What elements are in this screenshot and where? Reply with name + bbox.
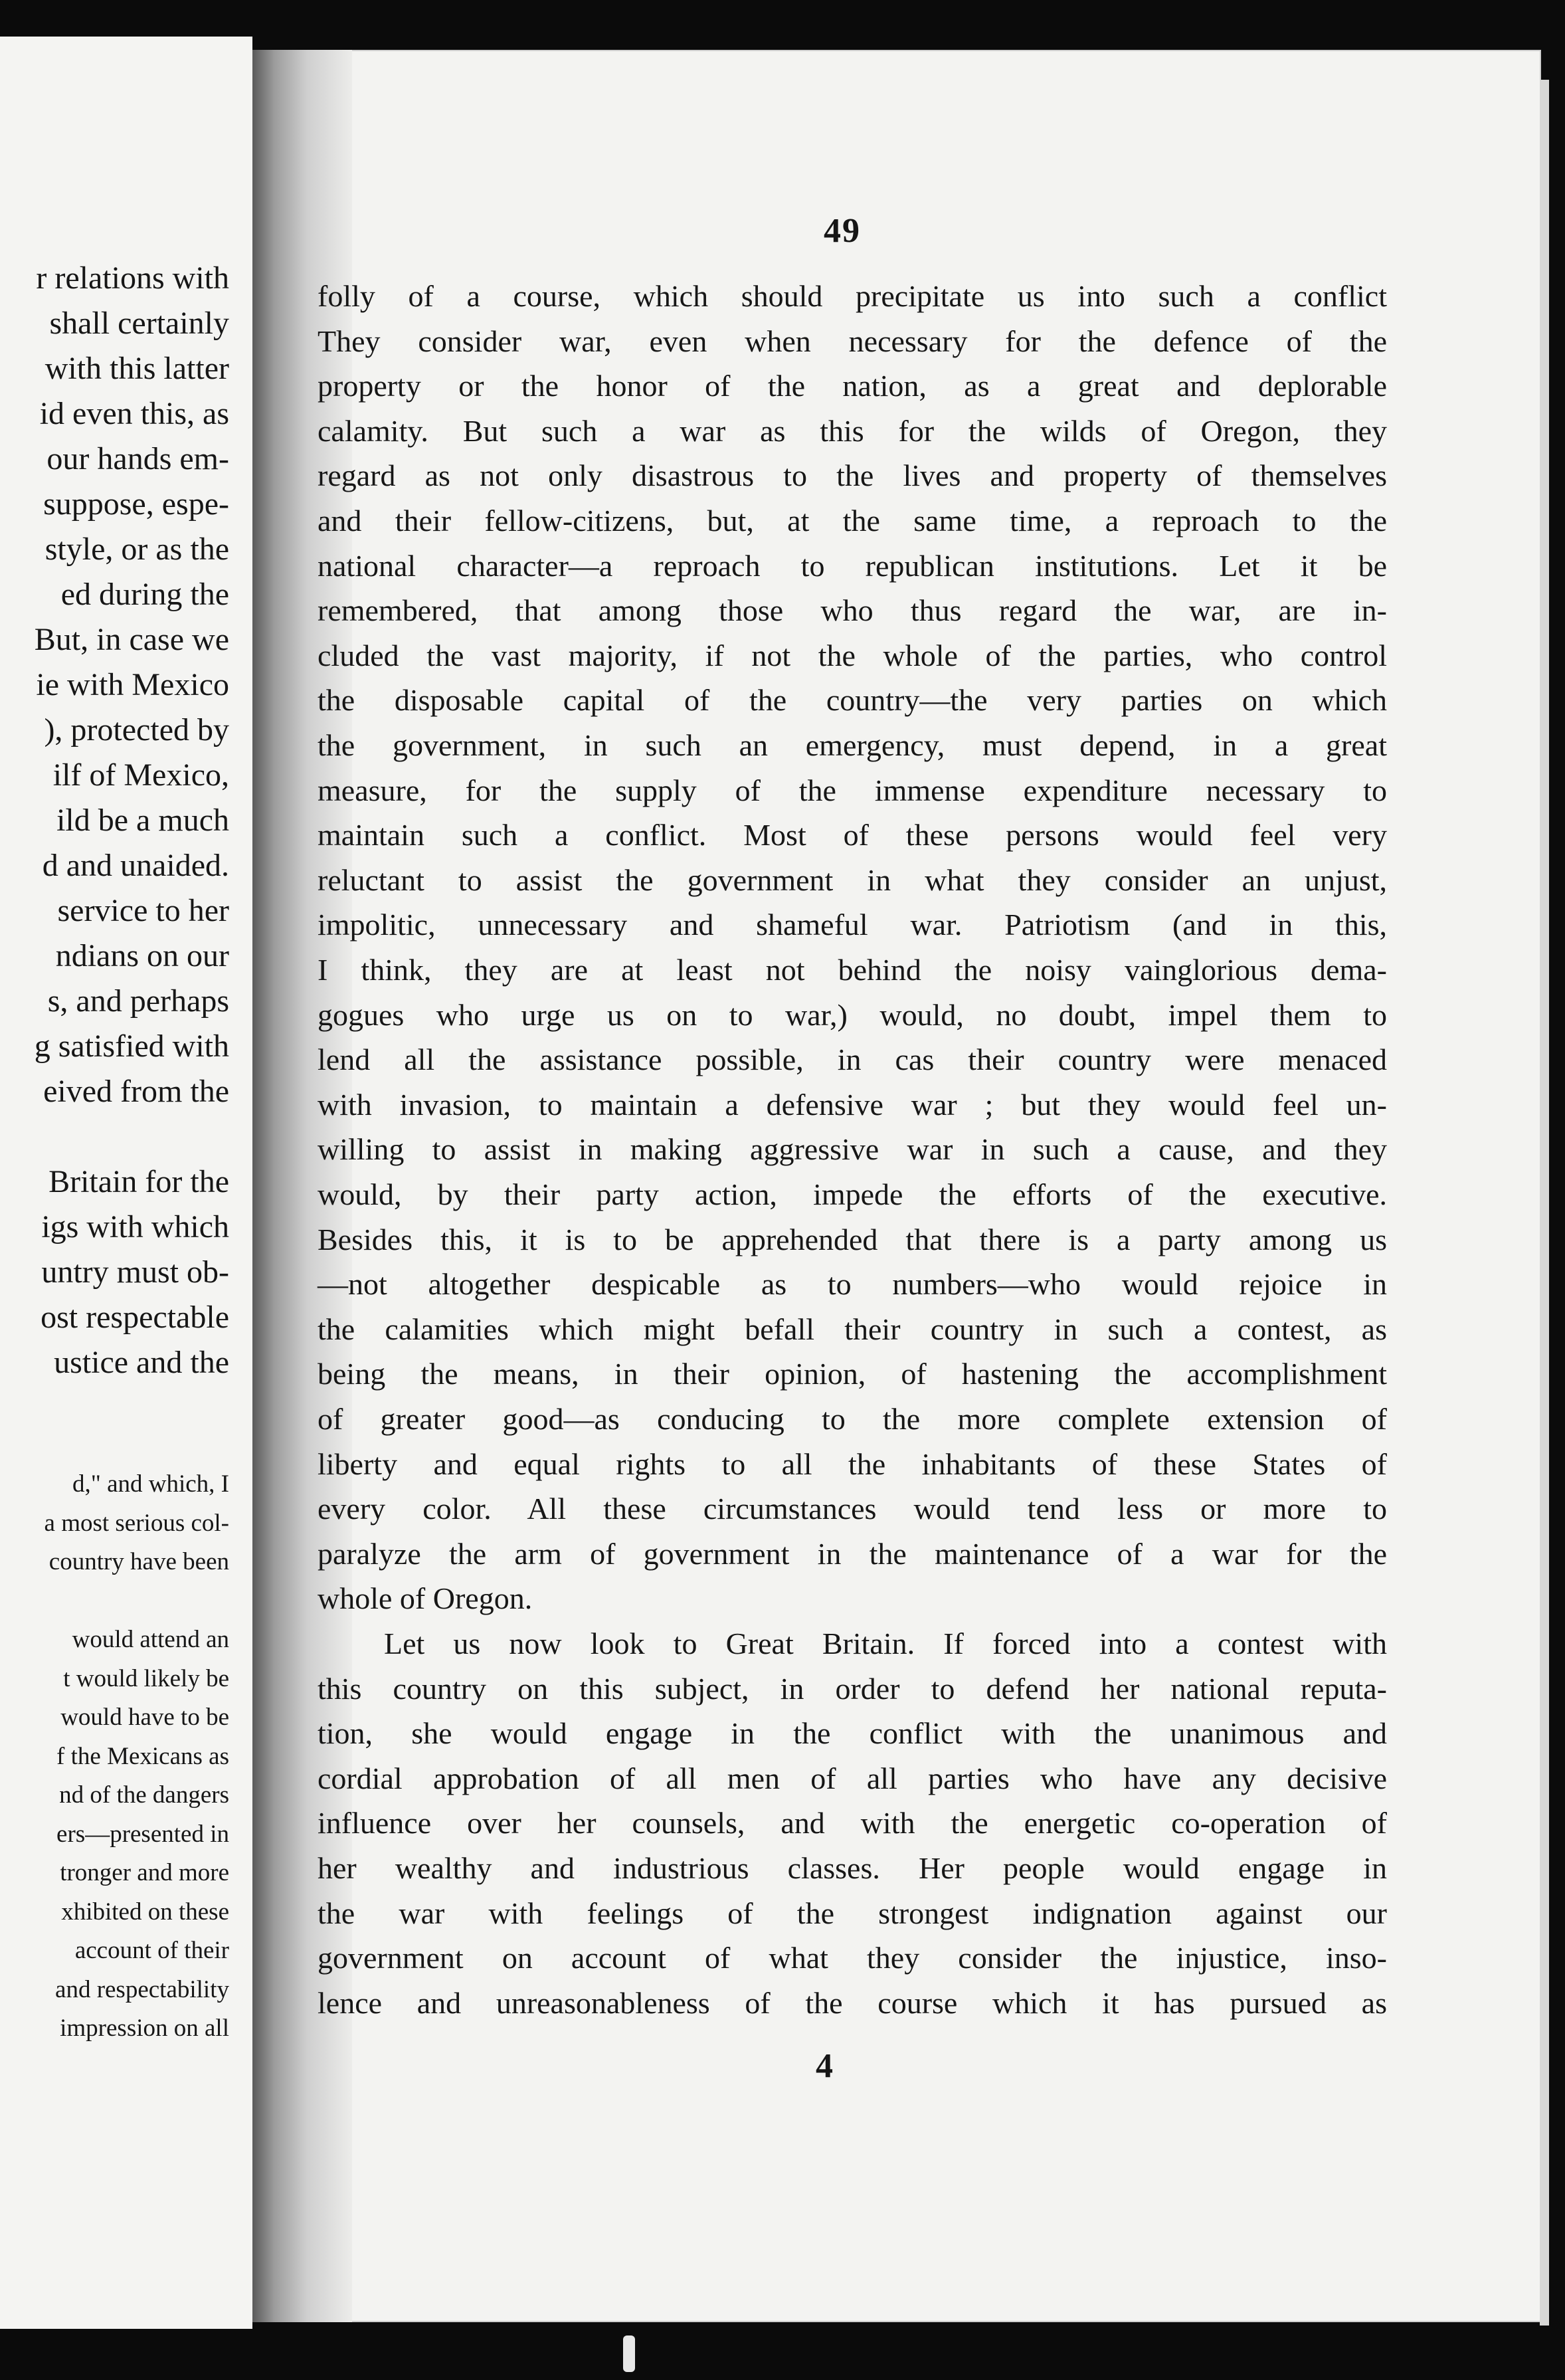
left-footnote-line: would have to be [60,1704,229,1731]
left-footnote-line: account of their [74,1937,229,1964]
left-text-line: s, and perhaps [47,983,229,1019]
signature-mark: 4 [816,2047,833,2085]
text-line: government on account of what they consider the injustice, inso- [318,1941,1387,1975]
text-line: every color. All these circumstances would tend less or more to [318,1492,1387,1526]
text-line: the disposable capital of the country—the very parties on which [318,683,1387,718]
left-text-line: Britain for the [48,1164,229,1199]
text-line: Besides this, it is to be apprehended that there is a party among us [318,1222,1387,1256]
text-line: reluctant to assist the government in what they consider an unjust, [318,862,1387,897]
text-line: this country on this subject, in order to defend her national reputa- [318,1671,1387,1706]
left-footnote-line: xhibited on these [61,1898,229,1926]
left-text-line: ild be a much [56,803,229,838]
text-line: being the means, in their opinion, of hastening the accomplishment [318,1357,1387,1391]
left-text-line: shall certainly [49,306,229,341]
text-line: cluded the vast majority, if not the whole of the parties, who control [318,638,1387,672]
text-line: paralyze the arm of government in the maintenance of a war for the [318,1536,1387,1571]
text-line: I think, they are at least not behind the noisy vainglorious dema- [318,953,1387,987]
left-text-line: g satisfied with [34,1029,229,1064]
left-text-line: eived from the [43,1074,229,1109]
left-text-line: ), protected by [44,712,229,747]
left-text-line: with this latter [45,351,229,386]
text-line: national character—a reproach to republican institutions. Let it be [318,548,1387,583]
text-line: tion, she would engage in the conflict with the unanimous and [318,1716,1387,1751]
text-line: influence over her counsels, and with the energetic co-operation of [318,1806,1387,1840]
text-line: whole of Oregon. [318,1581,533,1616]
text-line: maintain such a conflict. Most of these persons would feel very [318,818,1387,852]
left-footnote-line: f the Mexicans as [56,1742,229,1770]
text-line: They consider war, even when necessary for the defence of the [318,324,1387,358]
left-text-line: But, in case we [34,622,229,657]
scan-artifact [623,2335,635,2372]
left-text-line: our hands em- [46,441,229,476]
text-line: Let us now look to Great Britain. If forced into a contest with [384,1627,1387,1660]
left-footnote-line: nd of the dangers [59,1781,229,1809]
text-line: measure, for the supply of the immense expenditure necessary to [318,773,1387,807]
left-footnote-line: impression on all [60,2015,229,2042]
left-text-line: ilf of Mexico, [52,757,229,793]
text-line: the war with feelings of the strongest indignation against our [318,1896,1387,1930]
text-line: and their fellow-citizens, but, at the same time, a reproach to the [318,504,1387,538]
left-text-line: ustice and the [54,1345,229,1380]
text-line: —not altogether despicable as to numbers—who would rejoice in [318,1267,1387,1302]
left-footnote-line: a most serious col- [44,1509,229,1537]
left-text-line: igs with which [41,1209,229,1244]
text-line: her wealthy and industrious classes. Her people would engage in [318,1851,1387,1885]
left-text-line: ed during the [60,577,229,612]
left-text-line: ost respectable [41,1300,229,1335]
text-line: gogues who urge us on to war,) would, no doubt, impel them to [318,997,1387,1032]
left-footnote-line: d," and which, I [72,1470,229,1498]
left-text-line: r relations with [36,260,229,296]
left-footnote-line: would attend an [72,1626,229,1653]
text-line: liberty and equal rights to all the inhabitants of these States of [318,1446,1387,1481]
left-footnote-line: and respectability [55,1975,229,2003]
left-footnote-line: ers—presented in [56,1820,229,1848]
text-line: would, by their party action, impede the efforts of the executive. [318,1177,1387,1211]
text-line: cordial approbation of all men of all parties who have any decisive [318,1761,1387,1795]
text-line: remembered, that among those who thus regard the war, are in- [318,593,1387,628]
left-text-line: ndians on our [55,938,229,973]
text-line: folly of a course, which should precipitate us into such a conflict [318,279,1387,313]
text-line: calamity. But such a war as this for the wilds of Oregon, they [318,413,1387,448]
left-page [0,37,252,2329]
text-line: lend all the assistance possible, in cas their country were menaced [318,1042,1387,1077]
text-line: with invasion, to maintain a defensive war ; but they would feel un- [318,1087,1387,1122]
left-text-line: d and unaided. [42,848,229,883]
left-text-line: suppose, espe- [43,486,229,522]
left-text-line: style, or as the [45,532,229,567]
left-footnote-line: country have been [48,1548,229,1575]
left-text-line: ie with Mexico [36,667,229,702]
page-number: 49 [824,212,861,250]
page-edge [1540,80,1549,2326]
text-line: impolitic, unnecessary and shameful war. Patriotism (and in this, [318,908,1387,942]
left-text-line: id even this, as [39,396,229,431]
text-line: regard as not only disastrous to the lives and property of themselves [318,458,1387,493]
text-line: willing to assist in making aggressive war in such a cause, and they [318,1132,1387,1167]
left-footnote-line: tronger and more [60,1859,229,1886]
left-footnote-line: t would likely be [63,1664,229,1692]
text-line: lence and unreasonableness of the course which it has pursued as [318,1985,1387,2020]
text-line: the calamities which might befall their country in such a contest, as [318,1312,1387,1346]
text-line: property or the honor of the nation, as a great and deplorable [318,369,1387,403]
left-text-line: untry must ob- [41,1254,229,1290]
text-line: of greater good—as conducing to the more complete extension of [318,1402,1387,1436]
left-text-line: service to her [57,893,229,928]
text-line: the government, in such an emergency, must depend, in a great [318,728,1387,762]
